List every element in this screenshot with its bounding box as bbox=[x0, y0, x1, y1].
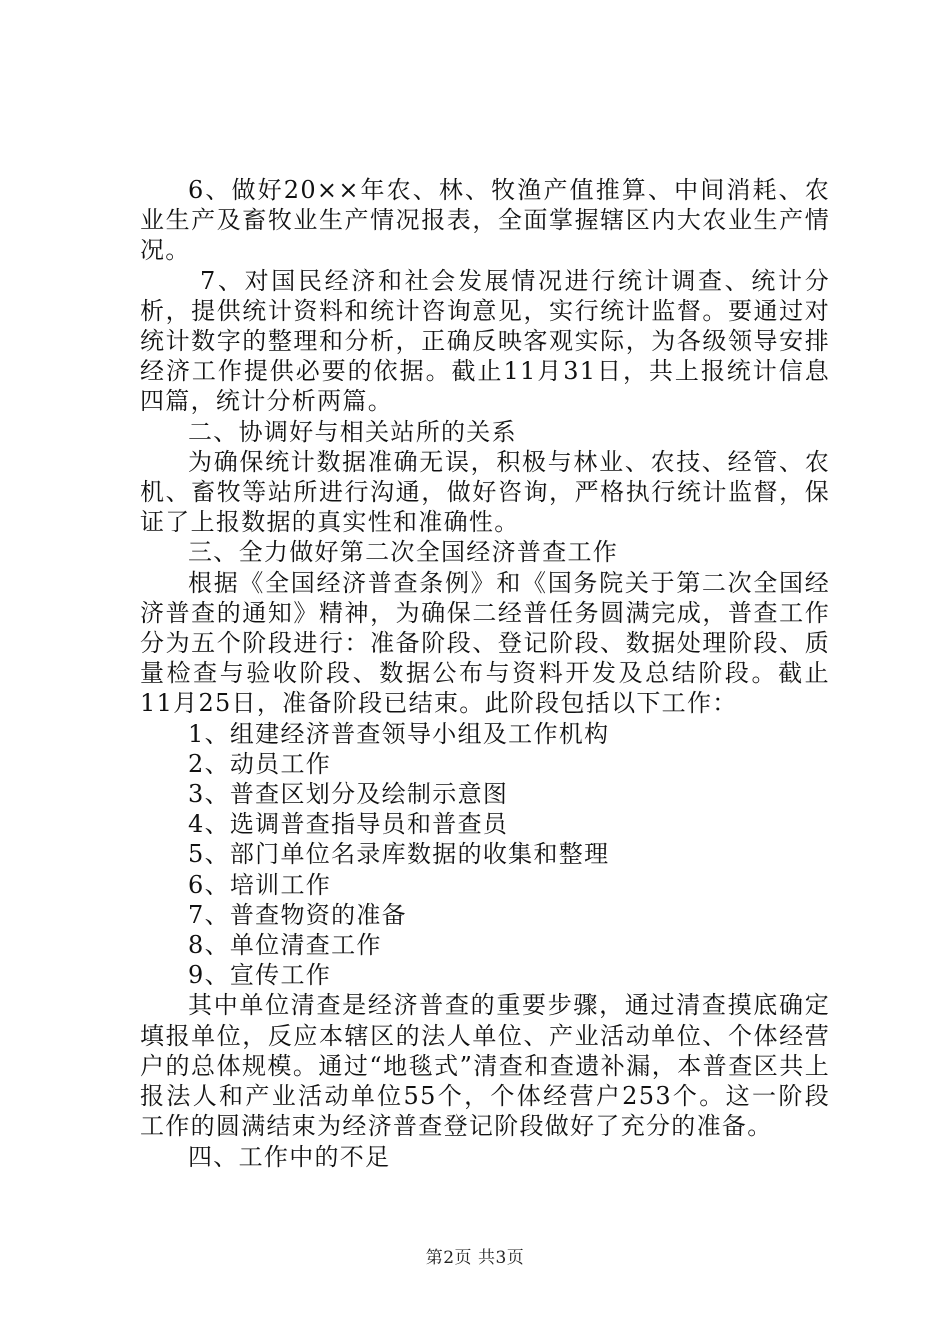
list-item: 1、组建经济普查领导小组及工作机构 bbox=[188, 719, 610, 748]
section-heading-3: 三、全力做好第二次全国经济普查工作 bbox=[188, 538, 619, 567]
list-item: 3、普查区划分及绘制示意图 bbox=[188, 780, 509, 809]
list-item: 2、动员工作 bbox=[188, 749, 332, 778]
list-item: 9、宣传工作 bbox=[188, 961, 332, 990]
paragraph-item-7: 7、对国民经济和社会发展情况进行统计调查、统计分析，提供统计资料和统计咨询意见，实行统计监督。要通过对统计数字的整理和分析，正确反映客观实际，为各级领导安排经济工作提供必要的依据。截止11月31日，共上报统计信息四篇，统计分析两篇。 bbox=[140, 266, 830, 416]
list-item: 6、培训工作 bbox=[188, 870, 332, 899]
list-item: 7、普查物资的准备 bbox=[188, 900, 407, 929]
section-heading-4: 四、工作中的不足 bbox=[188, 1142, 391, 1171]
paragraph-item-6: 6、做好20××年农、林、牧渔产值推算、中间消耗、农业生产及畜牧业生产情况报表，全面掌握辖区内大农业生产情况。 bbox=[140, 176, 830, 265]
page-footer bbox=[0, 1247, 950, 1269]
page-number-indicator: 第2页 共3页 bbox=[425, 1248, 525, 1268]
list-item: 4、选调普查指导员和普查员 bbox=[188, 810, 509, 839]
work-list bbox=[140, 719, 830, 991]
section-3-paragraph: 根据《全国经济普查条例》和《国务院关于第二次全国经济普查的通知》精神，为确保二经普任务圆满完成，普查工作分为五个阶段进行：准备阶段、登记阶段、数据处理阶段、质量检查与验收阶段、数据公布与资料开发及总结阶段。截止11月25日，准备阶段已结束。此阶段包括以下工作： bbox=[140, 568, 830, 718]
list-item: 8、单位清查工作 bbox=[188, 931, 382, 960]
section-3-summary-paragraph: 其中单位清查是经济普查的重要步骤，通过清查摸底确定填报单位，反应本辖区的法人单位、产业活动单位、个体经营户的总体规模。通过“地毯式”清查和查遗补漏，本普查区共上报法人和产业活动单位55个，个体经营户253个。这一阶段工作的圆满结束为经济普查登记阶段做好了充分的准备。 bbox=[140, 991, 830, 1141]
section-heading-2: 二、协调好与相关站所的关系 bbox=[188, 417, 517, 446]
section-2-paragraph: 为确保统计数据准确无误，积极与林业、农技、经管、农机、畜牧等站所进行沟通，做好咨询，严格执行统计监督，保证了上报数据的真实性和准确性。 bbox=[140, 447, 830, 537]
document-body bbox=[140, 175, 830, 1172]
list-item: 5、部门单位名录库数据的收集和整理 bbox=[188, 840, 610, 869]
